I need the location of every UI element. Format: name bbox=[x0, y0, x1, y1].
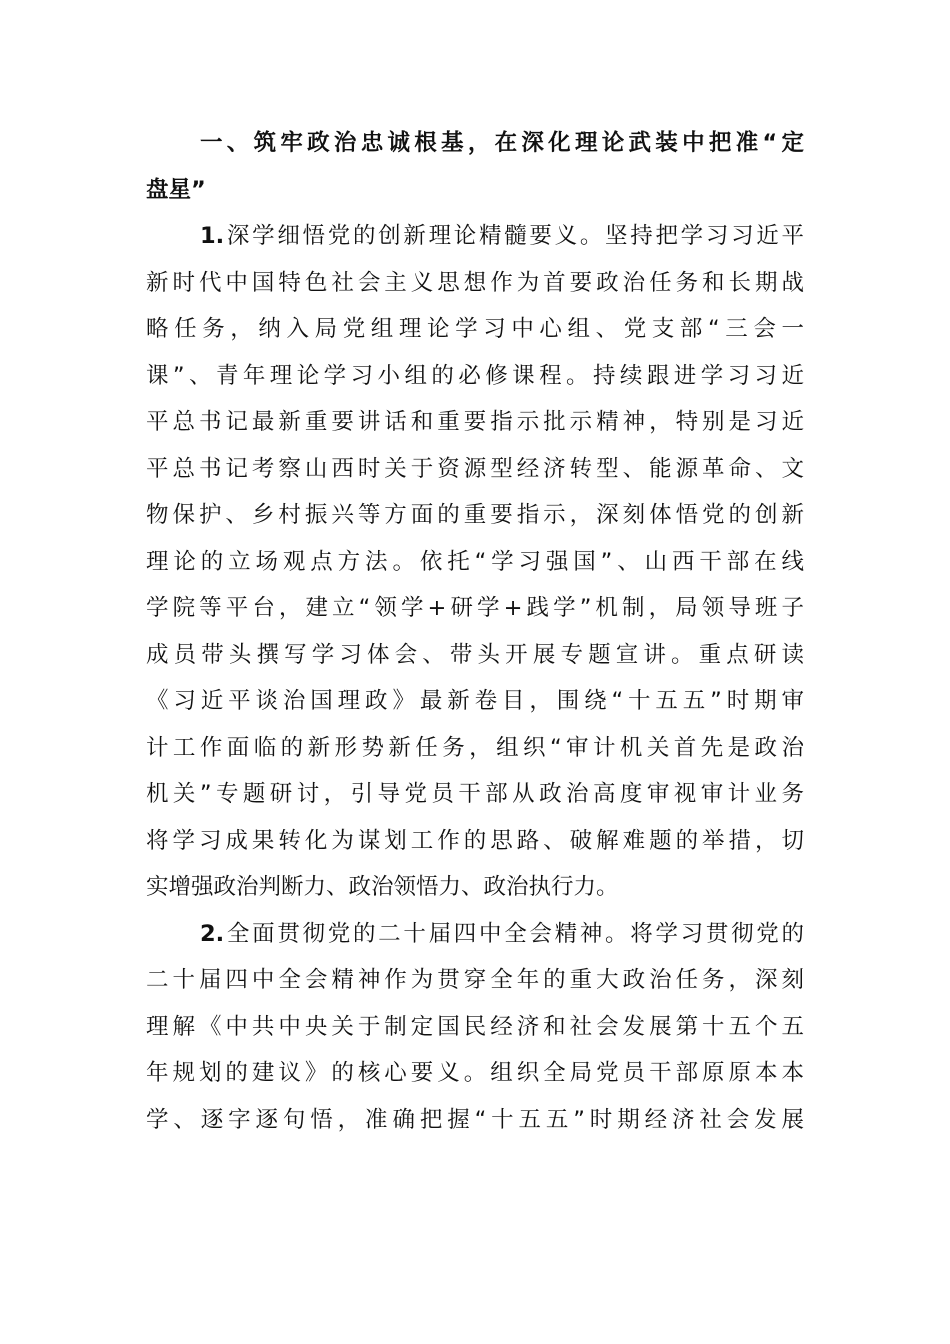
section-heading bbox=[146, 120, 804, 213]
paragraph-line: 实增强政治判断力、政治领悟力、政治执行力。 bbox=[146, 874, 619, 900]
paragraph-line: 平总书记最新重要讲话和重要指示批示精神，特别是习近 bbox=[146, 409, 804, 435]
document-page bbox=[146, 120, 804, 1143]
line-text: 全面贯彻党的二十届四中全会精神。将学习贯彻党的 bbox=[224, 920, 804, 947]
paragraph-line: 新时代中国特色社会主义思想作为首要政治任务和长期战 bbox=[146, 269, 804, 296]
paragraph-line: 理解《中共中央关于制定国民经济和社会发展第十五个五 bbox=[146, 1013, 804, 1040]
paragraph-line: 学、逐字逐句悟，准确把握“十五五”时期经济社会发展 bbox=[146, 1106, 804, 1133]
paragraph-2 bbox=[146, 911, 804, 1144]
paragraph-line: 计工作面临的新形势新任务，组织“审计机关首先是政治 bbox=[146, 734, 804, 761]
paragraph-line: 平总书记考察山西时关于资源型经济转型、能源革命、文 bbox=[146, 455, 804, 482]
paragraph-line: 物保护、乡村振兴等方面的重要指示，深刻体悟党的创新 bbox=[146, 502, 804, 528]
item-number: 2. bbox=[200, 920, 225, 947]
paragraph-line: 课”、青年理论学习小组的必修课程。持续跟进学习习近 bbox=[146, 362, 804, 389]
paragraph-line bbox=[146, 213, 804, 260]
paragraph-line: 《习近平谈治国理政》最新卷目，围绕“十五五”时期审 bbox=[146, 688, 804, 714]
item-number: 1. bbox=[200, 223, 225, 249]
paragraph-line: 理论的立场观点方法。依托“学习强国”、山西干部在线 bbox=[146, 548, 804, 575]
paragraph-line: 略任务，纳入局党组理论学习中心组、党支部“三会一 bbox=[146, 316, 804, 342]
paragraph-line: 年规划的建议》的核心要义。组织全局党员干部原原本本 bbox=[146, 1060, 804, 1086]
paragraph-line: 将学习成果转化为谋划工作的思路、破解难题的举措，切 bbox=[146, 827, 804, 854]
paragraph-1 bbox=[146, 213, 804, 911]
paragraph-line bbox=[146, 911, 804, 958]
paragraph-line: 成员带头撰写学习体会、带头开展专题宣讲。重点研读 bbox=[146, 641, 804, 668]
heading-line: 盘星” bbox=[146, 176, 206, 203]
heading-line: 一、筑牢政治忠诚根基，在深化理论武装中把准“定 bbox=[200, 130, 804, 156]
paragraph-line: 机关”专题研讨，引导党员干部从政治高度审视审计业务 bbox=[146, 781, 804, 807]
paragraph-line: 二十届四中全会精神作为贯穿全年的重大政治任务，深刻 bbox=[146, 967, 804, 993]
line-text: 深学细悟党的创新理论精髓要义。坚持把学习习近平 bbox=[224, 223, 804, 249]
paragraph-line: 学院等平台，建立“领学+研学+践学”机制，局领导班子 bbox=[146, 595, 804, 621]
